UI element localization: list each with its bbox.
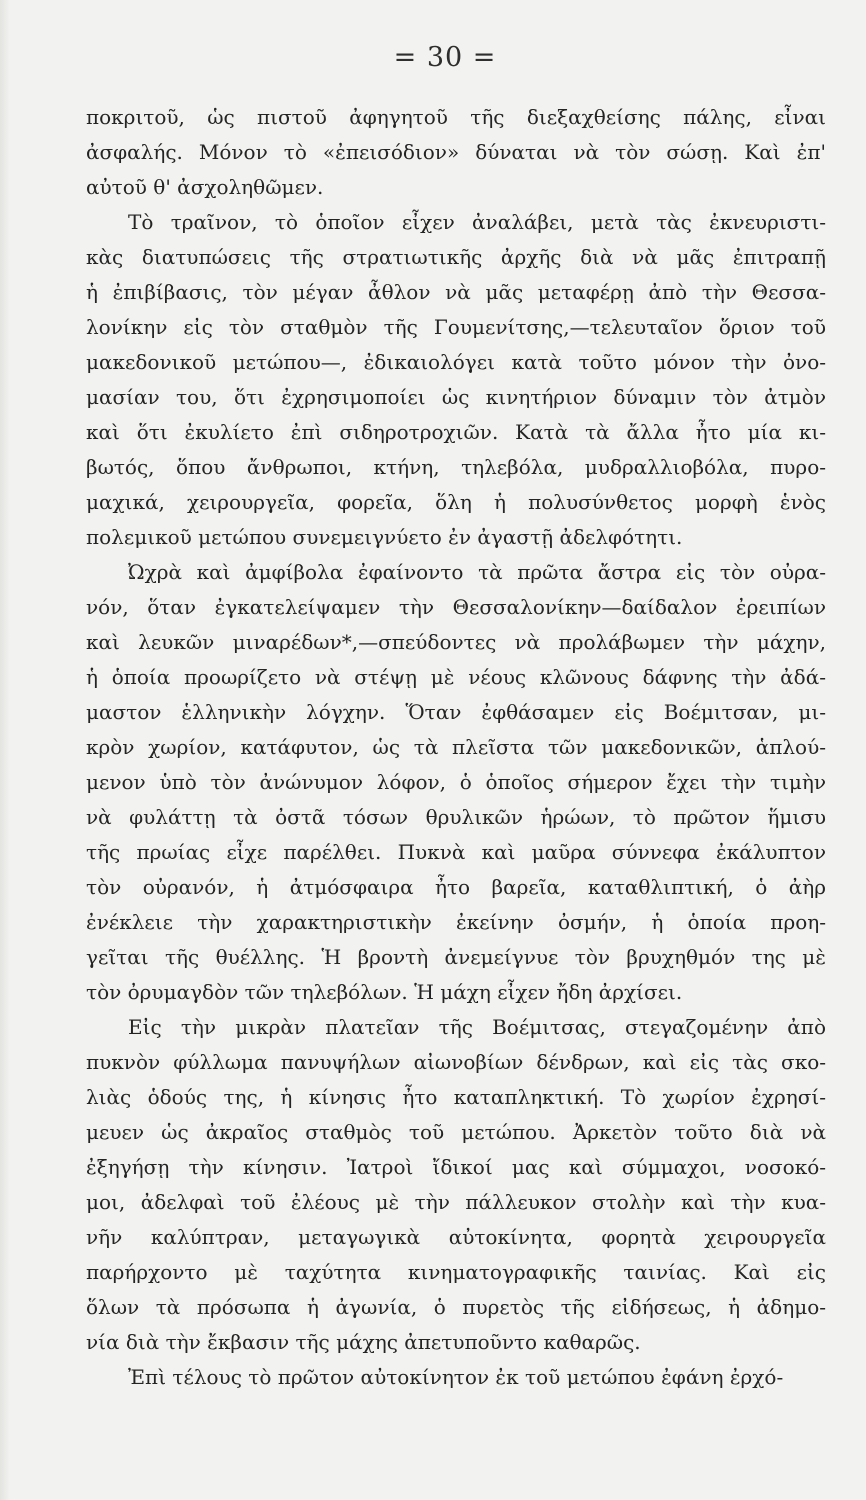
page-number: = 30 = bbox=[393, 42, 497, 73]
text-line: μενον ὑπὸ τὸν ἀνώνυμον λόφον, ὁ ὁποῖος σήμερον ἔχει τὴν τιμὴν bbox=[86, 770, 826, 794]
text-line: παρήρχοντο μὲ ταχύτητα κινηματογραφικῆς ταινίας. Καὶ εἰς bbox=[86, 1260, 826, 1284]
page-edge-shadow bbox=[0, 0, 10, 1500]
text-line: νόν, ὅταν ἐγκατελείψαμεν τὴν Θεσσαλονίκην—δαίδαλον ἐρειπίων bbox=[86, 595, 826, 619]
text-line: αὐτοῦ θ' ἀσχοληθῶμεν. bbox=[86, 175, 324, 199]
text-line: πυκνὸν φύλλωμα πανυψήλων αἰωνοβίων δένδρων, καὶ εἰς τὰς σκο- bbox=[86, 1050, 826, 1074]
text-line: νῆν καλύπτραν, μεταγωγικὰ αὐτοκίνητα, φορητὰ χειρουργεῖα bbox=[86, 1225, 826, 1249]
text-line: Τὸ τραῖνον, τὸ ὁποῖον εἶχεν ἀναλάβει, μετὰ τὰς ἐκνευριστι- bbox=[128, 210, 826, 234]
text-line: νία διὰ τὴν ἔκβασιν τῆς μάχης ἀπετυποῦντο καθαρῶς. bbox=[86, 1330, 641, 1354]
text-line: Ἐπὶ τέλους τὸ πρῶτον αὐτοκίνητον ἐκ τοῦ μετώπου ἐφάνη ἐρχό- bbox=[128, 1365, 784, 1389]
text-line: ἐνέκλειε τὴν χαρακτηριστικὴν ἐκείνην ὀσμήν, ἡ ὁποία προη- bbox=[86, 910, 826, 934]
text-line: νὰ φυλάττῃ τὰ ὀστᾶ τόσων θρυλικῶν ἡρώων, τὸ πρῶτον ἥμισυ bbox=[86, 805, 826, 829]
text-line: κρὸν χωρίον, κατάφυτον, ὡς τὰ πλεῖστα τῶν μακεδονικῶν, ἁπλού- bbox=[86, 735, 826, 759]
paragraph bbox=[86, 555, 826, 1010]
text-line: ἡ ἐπιβίβασις, τὸν μέγαν ἆθλον νὰ μᾶς μεταφέρῃ ἀπὸ τὴν Θεσσα- bbox=[86, 280, 826, 304]
text-line: ὅλων τὰ πρόσωπα ἡ ἀγωνία, ὁ πυρετὸς τῆς εἰδήσεως, ἡ ἀδημο- bbox=[86, 1295, 826, 1319]
text-line: ποκριτοῦ, ὡς πιστοῦ ἀφηγητοῦ τῆς διεξαχθείσης πάλης, εἶναι bbox=[86, 105, 826, 129]
text-line: βωτός, ὅπου ἄνθρωποι, κτήνη, τηλεβόλα, μυδραλλιοβόλα, πυρο- bbox=[86, 455, 826, 479]
text-line: μαστον ἑλληνικὴν λόγχην. Ὅταν ἐφθάσαμεν εἰς Βοέμιτσαν, μι- bbox=[86, 700, 826, 724]
text-line: ἡ ὁποία προωρίζετο νὰ στέψῃ μὲ νέους κλῶνους δάφνης τὴν ἀδά- bbox=[86, 665, 826, 689]
body-text bbox=[86, 100, 826, 1395]
text-line: τῆς πρωίας εἶχε παρέλθει. Πυκνὰ καὶ μαῦρα σύννεφα ἐκάλυπτον bbox=[86, 840, 826, 864]
text-line: ἀσφαλής. Μόνον τὸ «ἐπεισόδιον» δύναται νὰ τὸν σώσῃ. Καὶ ἐπ' bbox=[86, 140, 826, 164]
text-line: τὸν ὀρυμαγδὸν τῶν τηλεβόλων. Ἡ μάχη εἶχεν ἤδη ἀρχίσει. bbox=[86, 980, 683, 1004]
text-line: μακεδονικοῦ μετώπου—, ἐδικαιολόγει κατὰ τοῦτο μόνον τὴν ὀνο- bbox=[86, 350, 826, 374]
text-line: μασίαν του, ὅτι ἐχρησιμοποίει ὡς κινητήριον δύναμιν τὸν ἀτμὸν bbox=[86, 385, 826, 409]
text-line: γεῖται τῆς θυέλλης. Ἡ βροντὴ ἀνεμείγνυε τὸν βρυχηθμόν της μὲ bbox=[86, 945, 826, 969]
paragraph bbox=[86, 1360, 826, 1395]
text-line: καὶ λευκῶν μιναρέδων*,—σπεύδοντες νὰ προλάβωμεν τὴν μάχην, bbox=[86, 630, 826, 654]
text-line: μαχικά, χειρουργεῖα, φορεῖα, ὅλη ἡ πολυσύνθετος μορφὴ ἑνὸς bbox=[86, 490, 826, 514]
text-line: Ὠχρὰ καὶ ἀμφίβολα ἐφαίνοντο τὰ πρῶτα ἄστρα εἰς τὸν οὐρα- bbox=[128, 560, 826, 584]
paragraph bbox=[86, 100, 826, 205]
text-line: τὸν οὐρανόν, ἡ ἀτμόσφαιρα ἦτο βαρεῖα, καταθλιπτική, ὁ ἀὴρ bbox=[86, 875, 826, 899]
text-line: μοι, ἀδελφαὶ τοῦ ἐλέους μὲ τὴν πάλλευκον στολὴν καὶ τὴν κυα- bbox=[86, 1190, 826, 1214]
text-line: καὶ ὅτι ἐκυλίετο ἐπὶ σιδηροτροχιῶν. Κατὰ τὰ ἄλλα ἦτο μία κι- bbox=[86, 420, 826, 444]
text-line: κὰς διατυπώσεις τῆς στρατιωτικῆς ἀρχῆς διὰ νὰ μᾶς ἐπιτραπῇ bbox=[86, 245, 826, 269]
text-line: πολεμικοῦ μετώπου συνεμειγνύετο ἐν ἀγαστῇ ἀδελφότητι. bbox=[86, 525, 683, 549]
paragraph bbox=[86, 1010, 826, 1360]
text-line: λιὰς ὁδούς της, ἡ κίνησις ἦτο καταπληκτική. Τὸ χωρίον ἐχρησί- bbox=[86, 1085, 826, 1109]
text-line: Εἰς τὴν μικρὰν πλατεῖαν τῆς Βοέμιτσας, στεγαζομένην ἀπὸ bbox=[128, 1015, 826, 1039]
paragraph bbox=[86, 205, 826, 555]
text-line: ἐξηγήσῃ τὴν κίνησιν. Ἰατροὶ ἴδικοί μας καὶ σύμμαχοι, νοσοκό- bbox=[86, 1155, 826, 1179]
text-line: μευεν ὡς ἀκραῖος σταθμὸς τοῦ μετώπου. Ἀρκετὸν τοῦτο διὰ νὰ bbox=[86, 1120, 826, 1144]
text-line: λονίκην εἰς τὸν σταθμὸν τῆς Γουμενίτσης,—τελευταῖον ὅριον τοῦ bbox=[86, 315, 826, 339]
